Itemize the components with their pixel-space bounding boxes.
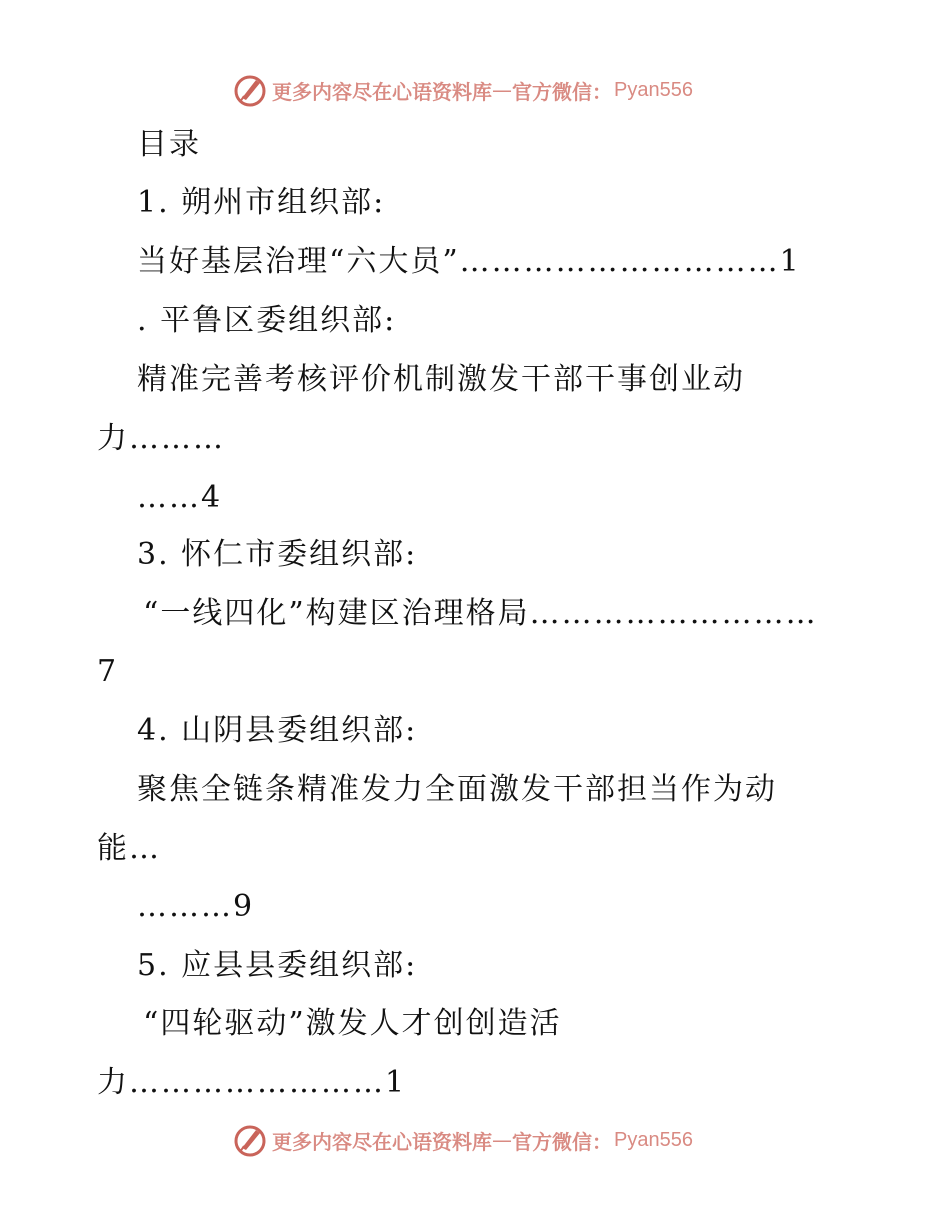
- header-watermark: [232, 70, 693, 110]
- toc-line: 4. 山阴县委组织部:: [137, 713, 418, 748]
- toc-line: ………9: [137, 889, 255, 924]
- toc-line: 7: [97, 654, 119, 689]
- footer-watermark: [232, 1120, 693, 1160]
- watermark-label: 官方微信：: [512, 1129, 612, 1154]
- toc-line: 精准完善考核评价机制激发干部干事创业动: [137, 362, 745, 397]
- watermark-id: Pyan556: [614, 1128, 693, 1151]
- toc-line: 3. 怀仁市委组织部:: [137, 537, 418, 572]
- toc-line: . 平鲁区委组织部:: [137, 303, 397, 338]
- toc-line: 力………: [97, 421, 225, 456]
- toc-line: 力……………………1: [97, 1065, 407, 1100]
- watermark-text-cn: 更多内容尽在心语资料库: [272, 1129, 492, 1154]
- watermark-separator: —: [492, 78, 512, 102]
- quill-pen-logo-icon: [232, 72, 268, 108]
- toc-title: 目录: [137, 127, 201, 162]
- watermark-id: Pyan556: [614, 78, 693, 101]
- toc-line: 5. 应县县委组织部:: [137, 948, 418, 983]
- toc-line: 聚焦全链条精准发力全面激发干部担当作为动: [137, 772, 777, 807]
- quill-pen-logo-icon: [232, 1122, 268, 1158]
- toc-line: ……4: [137, 480, 223, 515]
- watermark-separator: —: [492, 1128, 512, 1152]
- toc-line: 能…: [97, 831, 161, 866]
- toc-line: 当好基层治理“六大员”…………………………1: [137, 244, 801, 279]
- toc-line: “一线四化”构建区治理格局………………………: [143, 596, 818, 631]
- toc-line: “四轮驱动”激发人才创创造活: [143, 1006, 562, 1041]
- watermark-text-cn: 更多内容尽在心语资料库: [272, 79, 492, 104]
- toc-line: 1. 朔州市组织部:: [137, 185, 386, 220]
- watermark-label: 官方微信：: [512, 79, 612, 104]
